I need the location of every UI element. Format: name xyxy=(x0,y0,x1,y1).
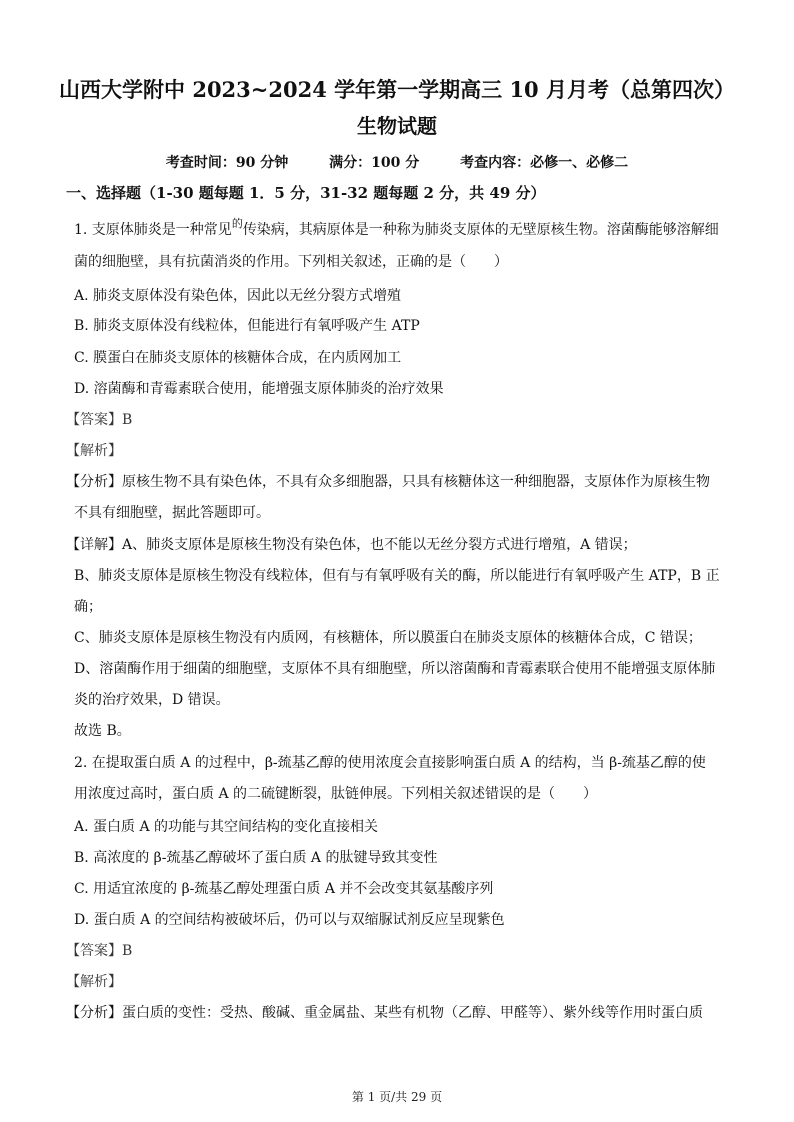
page-number: 第 1 页/共 29 页 xyxy=(351,1090,443,1104)
question-2-stem-line2: 用浓度过高时，蛋白质 A 的二硫键断裂，肽链伸展。下列相关叙述错误的是（ ） xyxy=(74,786,598,802)
q2-option-b: B. 高浓度的 β-巯基乙醇破坏了蛋白质 A 的肽键导致其变性 xyxy=(74,850,438,866)
q2-analysis-line1: 【分析】蛋白质的变性：受热、酸碱、重金属盐、某些有机物（乙醇、甲醛等）、紫外线等作用时蛋白质 xyxy=(66,1005,703,1021)
exam-meta xyxy=(0,152,794,172)
q1-detail-line7: 故选 B。 xyxy=(74,723,131,739)
q2-answer: 【答案】B xyxy=(66,943,133,959)
exam-score: 满分：100 分 xyxy=(329,155,420,171)
q1-detail-line1: 【详解】A、肺炎支原体是原核生物没有染色体，也不能以无丝分裂方式进行增殖，A 错误； xyxy=(66,537,637,553)
q1-detail-line4: C、肺炎支原体是原核生物没有内质网，有核糖体，所以膜蛋白在肺炎支原体的核糖体合成，C 错误； xyxy=(74,630,702,646)
q2-analysis-label: 【解析】 xyxy=(66,974,122,990)
q1-answer: 【答案】B xyxy=(66,412,133,428)
q1-option-c: C. 膜蛋白在肺炎支原体的核糖体合成，在内质网加工 xyxy=(74,350,402,366)
section-heading: 一、选择题（1-30 题每题 1．5 分，31-32 题每题 2 分，共 49 分） xyxy=(66,184,546,202)
q1-option-b: B. 肺炎支原体没有线粒体，但能进行有氧呼吸产生 ATP xyxy=(74,318,420,334)
q1-detail-line2: B、肺炎支原体是原核生物没有线粒体，但有与有氧呼吸有关的酶，所以能进行有氧呼吸产生 ATP，B 正 xyxy=(74,568,720,584)
q2-option-c: C. 用适宜浓度的 β-巯基乙醇处理蛋白质 A 并不会改变其氨基酸序列 xyxy=(74,881,494,897)
question-1-stem-line2: 菌的细胞壁，具有抗菌消炎的作用。下列相关叙述，正确的是（ ） xyxy=(74,254,508,270)
q1-option-a: A. 肺炎支原体没有染色体，因此以无丝分裂方式增殖 xyxy=(74,288,402,304)
q1-detail-line3: 确； xyxy=(74,599,102,615)
q1-stem-superscript: 的 xyxy=(231,217,243,230)
q2-option-d: D. 蛋白质 A 的空间结构被破坏后，仍可以与双缩脲试剂反应呈现紫色 xyxy=(74,912,505,928)
q1-option-d: D. 溶菌酶和青霉素联合使用，能增强支原体肺炎的治疗效果 xyxy=(74,381,444,397)
exam-time: 考查时间：90 分钟 xyxy=(165,155,289,171)
q1-analysis-line2: 不具有细胞壁，据此答题即可。 xyxy=(74,505,270,521)
q1-stem-part-b: 传染病，其病原体是一种称为肺炎支原体的无壁原核生物。溶菌酶能够溶解细 xyxy=(242,222,719,238)
q1-analysis-label: 【解析】 xyxy=(66,443,122,459)
exam-content: 考查内容：必修一、必修二 xyxy=(460,155,629,171)
q1-stem-part-a: 1. 支原体肺炎是一种常见 xyxy=(74,222,232,238)
question-2-stem-line1: 2. 在提取蛋白质 A 的过程中，β-巯基乙醇的使用浓度会直接影响蛋白质 A 的结构，当 β-巯基乙醇的使 xyxy=(74,755,706,771)
exam-title: 山西大学附中 2023~2024 学年第一学期高三 10 月月考（总第四次） xyxy=(59,77,735,102)
q1-detail-line6: 炎的治疗效果，D 错误。 xyxy=(74,692,230,708)
q1-detail-line5: D、溶菌酶作用于细菌的细胞壁，支原体不具有细胞壁，所以溶菌酶和青霉素联合使用不能增强支原体肺 xyxy=(74,661,716,677)
q1-analysis-line1: 【分析】原核生物不具有染色体，不具有众多细胞器，只具有核糖体这一种细胞器，支原体作为原核生物 xyxy=(66,474,710,490)
question-1-stem xyxy=(74,217,719,239)
subject-title: 生物试题 xyxy=(357,114,437,138)
q2-option-a: A. 蛋白质 A 的功能与其空间结构的变化直接相关 xyxy=(74,819,379,835)
